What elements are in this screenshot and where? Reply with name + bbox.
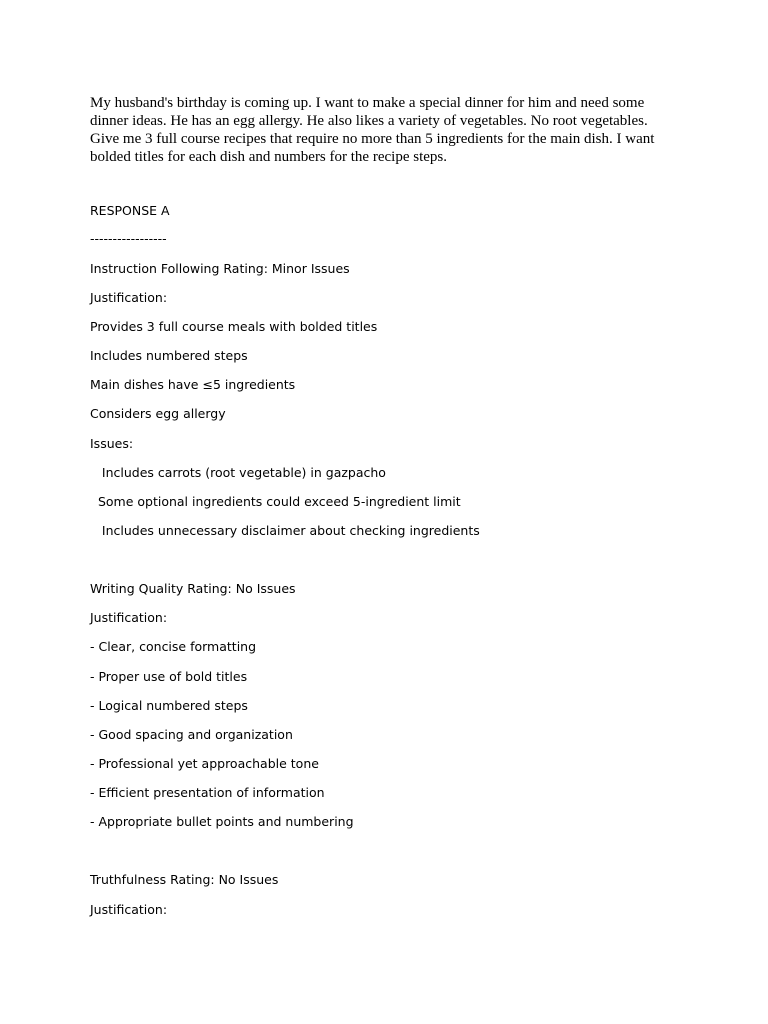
instruction-following-justification-label: Justification: [90,290,168,305]
writing-quality-point: - Good spacing and organization [90,727,293,742]
writing-quality-point: - Logical numbered steps [90,698,248,713]
writing-quality-point: - Appropriate bullet points and numbering [90,814,354,829]
separator-line: ----------------- [90,231,167,246]
writing-quality-point: - Proper use of bold titles [90,669,248,684]
instruction-following-point: Includes numbered steps [90,348,248,363]
instruction-following-point: Provides 3 full course meals with bolded titles [90,319,378,334]
issues-label: Issues: [90,436,134,451]
truthfulness-rating: Truthfulness Rating: No Issues [90,872,279,887]
response-header: RESPONSE A [90,203,170,218]
writing-quality-point: - Professional yet approachable tone [90,756,319,771]
instruction-following-point: Considers egg allergy [90,406,226,421]
writing-quality-point: - Efficient presentation of information [90,785,325,800]
writing-quality-rating: Writing Quality Rating: No Issues [90,581,296,596]
prompt-paragraph: My husband's birthday is coming up. I want to make a special dinner for him and need some dinner ideas. He has an egg allergy. He also likes a variety of vegetables. No root vegetables. Give me 3 full course recipes that require no more than 5 ingredients for the main dish. I want bolded titles for each dish and numbers for the recipe steps. [90,95,655,165]
truthfulness-justification-label: Justification: [90,902,168,917]
instruction-following-point: Main dishes have ≤5 ingredients [90,377,296,392]
writing-quality-point: - Clear, concise formatting [90,639,257,654]
issue-item: Includes unnecessary disclaimer about checking ingredients [90,523,480,538]
instruction-following-rating: Instruction Following Rating: Minor Issues [90,261,350,276]
issue-item: Some optional ingredients could exceed 5-ingredient limit [90,494,461,509]
issue-item: Includes carrots (root vegetable) in gazpacho [90,465,386,480]
writing-quality-justification-label: Justification: [90,610,168,625]
